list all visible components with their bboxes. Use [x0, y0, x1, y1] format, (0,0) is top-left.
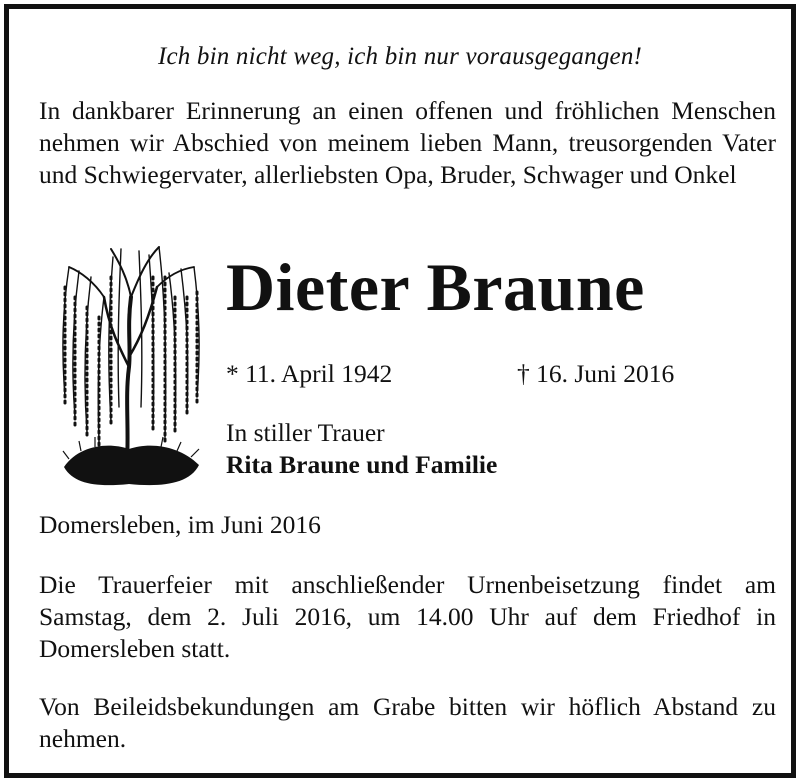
motto: Ich bin nicht weg, ich bin nur vorausgegangen! — [157, 43, 643, 70]
condolence-note: Von Beileidsbekundungen am Grabe bitten wir höflich Abstand zu nehmen. — [39, 692, 776, 753]
mourners-family: Rita Braune und Familie — [226, 450, 498, 479]
weeping-willow-icon — [49, 237, 209, 491]
birth-date: * 11. April 1942 — [226, 359, 393, 388]
death-date: † 16. Juni 2016 — [517, 359, 675, 388]
ceremony-text: Die Trauerfeier mit anschließender Urnenbeisetzung findet am Samstag, dem 2. Juli 2016, um 14.00 Uhr auf dem Friedhof in Domersleben statt. — [39, 570, 776, 663]
deceased-name: Dieter Braune — [226, 249, 645, 325]
place-date: Domersleben, im Juni 2016 — [39, 510, 321, 539]
intro-text: In dankbarer Erinnerung an einen offenen und fröhlichen Menschen nehmen wir Abschied von meinem lieben Mann, treusorgenden Vater und Schwiegervater, allerliebsten Opa, Bruder, Schwager und Onkel — [39, 96, 776, 189]
mourning-line: In stiller Trauer — [226, 418, 385, 447]
obituary-notice — [4, 4, 796, 778]
